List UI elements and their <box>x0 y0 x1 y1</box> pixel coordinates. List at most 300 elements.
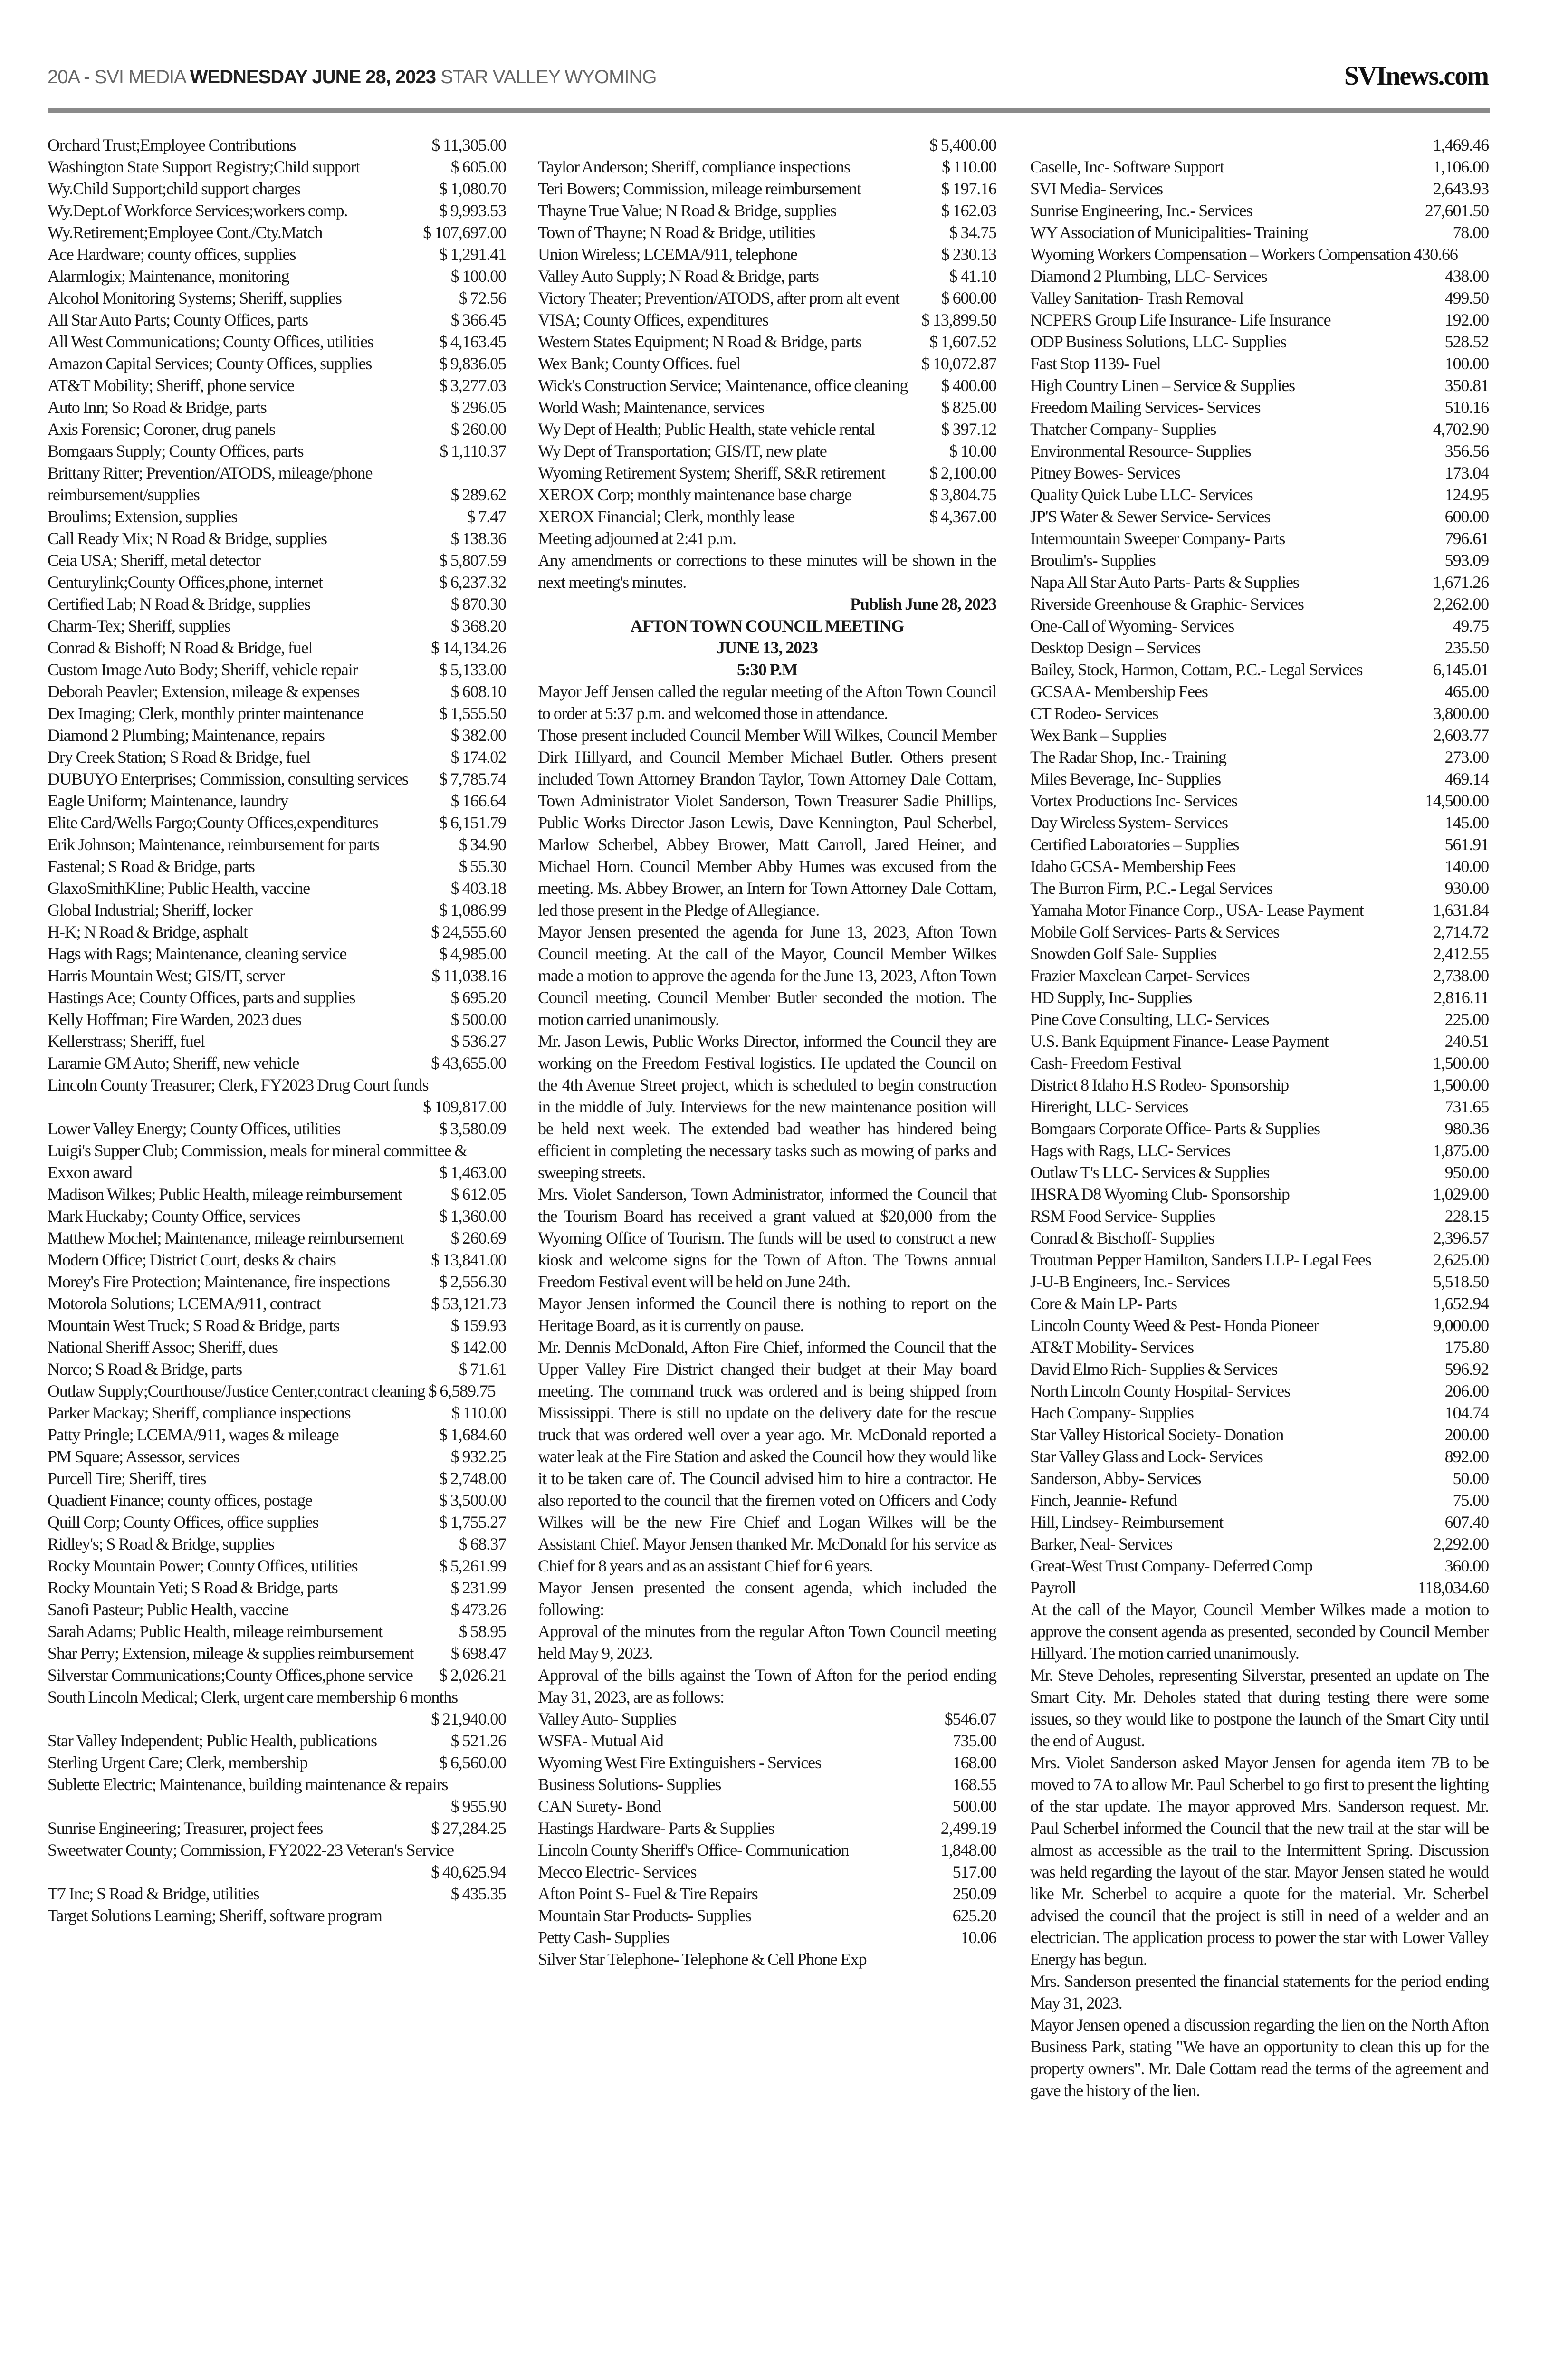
list-item <box>1030 484 1489 506</box>
paragraph: Mayor Jensen opened a discussion regarding the lien on the North Afton Business Park, stating "We have an opportunity to clean this up for the property owners". Mr. Dale Cottam read the terms of the agreement and gave the history of the lien. <box>1030 2015 1489 2100</box>
paragraph: Mayor Jensen presented the agenda for June 13, 2023, Afton Town Council meeting. At the call of the Mayor, Council Member Wilkes made a motion to approve the agenda for the June 13, 2023, Afton Town Council meeting. Council Member Butler seconded the motion. The motion carried unanimously. <box>538 922 996 1029</box>
entry-amount: $ 166.64 <box>450 791 506 810</box>
list-item <box>1030 1424 1489 1446</box>
meeting-heading: AFTON TOWN COUNCIL MEETING <box>630 616 904 635</box>
list-item <box>48 1074 506 1118</box>
list-item <box>48 200 506 221</box>
list-item <box>48 353 506 374</box>
entry-amount: $ 3,580.09 <box>439 1119 506 1138</box>
closing-text: Any amendments or corrections to these minutes will be shown in the next meeting's minutes. <box>538 551 996 592</box>
entry-amount: 596.92 <box>1444 1360 1489 1379</box>
list-item <box>1030 527 1489 549</box>
list-item <box>48 1642 506 1664</box>
entry-amount: $ 34.75 <box>949 223 996 242</box>
entry-name: Miles Beverage, Inc- Supplies <box>1030 769 1221 788</box>
paragraph: Mayor Jensen informed the Council there is nothing to report on the Heritage Board, as it is currently on pause. <box>538 1294 996 1335</box>
entry-name: Fast Stop 1139- Fuel <box>1030 354 1161 373</box>
entry-name: VISA; County Offices, expenditures <box>538 310 768 329</box>
entry-name: Star Valley Glass and Lock- Services <box>1030 1447 1263 1466</box>
entry-amount: 2,625.00 <box>1433 1250 1489 1269</box>
entry-name: Lower Valley Energy; County Offices, utilities <box>48 1119 341 1138</box>
paragraph: Mrs. Sanderson presented the financial statements for the period ending May 31, 2023. <box>1030 1972 1489 2012</box>
list-item <box>1030 1161 1489 1183</box>
entry-name: XEROX Corp; monthly maintenance base charge <box>538 485 851 504</box>
entry-amount: 2,643.93 <box>1433 179 1489 198</box>
entry-amount: $ 58.95 <box>459 1622 506 1641</box>
entry-name: Certified Laboratories – Supplies <box>1030 835 1239 854</box>
entry-amount: 2,816.11 <box>1434 988 1489 1007</box>
entry-amount: $ 366.45 <box>450 310 506 329</box>
list-item <box>1030 1314 1489 1336</box>
entry-name: Custom Image Auto Body; Sheriff, vehicle repair <box>48 660 358 679</box>
entry-amount: 273.00 <box>1444 747 1489 766</box>
entry-name: HD Supply, Inc- Supplies <box>1030 988 1192 1007</box>
entry-amount: $ 260.69 <box>450 1228 506 1247</box>
entry-name: Morey's Fire Protection; Maintenance, fire inspections <box>48 1272 390 1291</box>
list-item <box>1030 1489 1489 1511</box>
entry-amount: $ 397.12 <box>941 420 996 439</box>
paragraph: Mayor Jeff Jensen called the regular meeting of the Afton Town Council to order at 5:37 p.m. and welcomed those in attendance. <box>538 682 996 723</box>
entry-name: H-K; N Road & Bridge, asphalt <box>48 922 248 941</box>
entry-name: Sanderson, Abby- Services <box>1030 1469 1201 1488</box>
entry-name: Caselle, Inc- Software Support <box>1030 157 1224 176</box>
list-item <box>48 549 506 571</box>
list-item <box>538 200 996 221</box>
list-item <box>48 921 506 943</box>
list-item <box>538 287 996 309</box>
entry-amount: 600.00 <box>1444 507 1489 526</box>
entry-name: Day Wireless System- Services <box>1030 813 1228 832</box>
list-item <box>1030 1577 1489 1599</box>
entry-amount: 14,500.00 <box>1425 791 1489 810</box>
entry-amount: 250.09 <box>952 1884 996 1903</box>
entry-name: Wex Bank – Supplies <box>1030 726 1166 745</box>
entry-name: Idaho GCSA- Membership Fees <box>1030 857 1236 876</box>
entry-name: Diamond 2 Plumbing, LLC- Services <box>1030 267 1267 286</box>
entry-name: Bomgaars Corporate Office- Parts & Supplies <box>1030 1119 1320 1138</box>
entry-name: Quill Corp; County Offices, office supplies <box>48 1513 319 1532</box>
entry-amount: $ 110.00 <box>451 1403 506 1422</box>
entry-amount: $ 5,261.99 <box>439 1556 506 1575</box>
entry-amount: 1,652.94 <box>1433 1294 1489 1313</box>
meeting-heading: JUNE 13, 2023 <box>717 638 818 657</box>
entry-name: The Burron Firm, P.C.- Legal Services <box>1030 879 1273 898</box>
entry-name: Eagle Uniform; Maintenance, laundry <box>48 791 288 810</box>
entry-name: CAN Surety- Bond <box>538 1797 661 1816</box>
entry-amount: $ 3,500.00 <box>439 1491 506 1510</box>
entry-name: Hastings Ace; County Offices, parts and supplies <box>48 988 355 1007</box>
entry-amount: $ 500.00 <box>450 1010 506 1029</box>
list-item <box>1030 221 1489 243</box>
entry-name: Core & Main LP- Parts <box>1030 1294 1177 1313</box>
entry-name: Thatcher Company- Supplies <box>1030 420 1216 439</box>
entry-amount: 2,292.00 <box>1433 1534 1489 1553</box>
list-item <box>48 418 506 440</box>
list-item <box>1030 790 1489 812</box>
entry-amount: $ 6,237.32 <box>439 573 506 592</box>
entry-amount: $ 403.18 <box>450 879 506 898</box>
list-item <box>1030 1008 1489 1030</box>
entry-amount: $ 382.00 <box>450 726 506 745</box>
entry-amount: $ 162.03 <box>941 201 996 220</box>
entry-name: Laramie GM Auto; Sheriff, new vehicle <box>48 1054 299 1073</box>
entry-name: JP'S Water & Sewer Service- Services <box>1030 507 1271 526</box>
entry-amount: $ 7,785.74 <box>439 769 506 788</box>
entry-name: Silver Star Telephone- Telephone & Cell Phone Exp <box>538 1950 867 1969</box>
entry-name: David Elmo Rich- Supplies & Services <box>1030 1360 1278 1379</box>
list-item <box>538 396 996 418</box>
entry-name: Sunrise Engineering; Treasurer, project fees <box>48 1819 323 1838</box>
entry-amount: 3,800.00 <box>1433 704 1489 723</box>
list-item <box>538 440 996 462</box>
entry-name: Frazier Maxclean Carpet- Services <box>1030 966 1250 985</box>
entry-amount: 124.95 <box>1444 485 1489 504</box>
entry-name: Dex Imaging; Clerk, monthly printer maintenance <box>48 704 364 723</box>
entry-name: National Sheriff Assoc; Sheriff, dues <box>48 1338 278 1357</box>
entry-name: Sanofi Pasteur; Public Health, vaccine <box>48 1600 289 1619</box>
entry-amount: $ 231.99 <box>450 1578 506 1597</box>
entry-amount: 1,631.84 <box>1433 901 1489 920</box>
paragraph: Mr. Jason Lewis, Public Works Director, informed the Council they are working on the Freedom Festival logistics. He updated the Council on the 4th Avenue Street project, which is scheduled to begin construction in the middle of July. Interviews for the new maintenance position will be held next week. The extended bad weather has hindered being efficient in completing the necessary tasks such as mowing of parks and sweeping streets. <box>538 1032 996 1182</box>
entry-name: Matthew Mochel; Maintenance, mileage reimbursement <box>48 1228 404 1247</box>
list-item <box>1030 1511 1489 1533</box>
entry-name: Harris Mountain West; GIS/IT, server <box>48 966 285 985</box>
entry-name: Sterling Urgent Care; Clerk, membership <box>48 1753 308 1772</box>
entry-name: Axis Forensic; Coroner, drug panels <box>48 420 275 439</box>
paragraph: Those present included Council Member Will Wilkes, Council Member Dirk Hillyard, and Council Member Michael Butler. Others present included Town Attorney Brandon Taylor, Town Attorney Dale Cottam, Town Administrator Violet Sanderson, Town Treasurer Sadie Phillips, Public Works Director Jason Lewis, Dave Kennington, Paul Scherbel, Marlow Scherbel, Abbey Brower, Matt Carroll, Jared Heiner, and Michael Horn. Council Member Abby Humes was excused from the meeting. Ms. Abbey Brower, an Intern for Town Attorney Dale Cottam, led those present in the Pledge of Allegiance. <box>538 726 996 920</box>
entry-name: Kellerstrass; Sheriff, fuel <box>48 1032 205 1051</box>
entry-amount: 356.56 <box>1444 441 1489 460</box>
entry-amount: $ 109,817.00 <box>423 1097 506 1116</box>
list-item <box>538 1730 996 1752</box>
paragraph: Mrs. Violet Sanderson asked Mayor Jensen for agenda item 7B to be moved to 7A to allow Mr. Paul Scherbel to go first to present the lighting of the star update. The mayor approved Mrs. Sanderson request. Mr. Paul Scherbel informed the Council that the new trail at the star will be almost as accessible as the trail to the Intermittent Spring. Discussion was held regarding the layout of the star. Mayor Jensen stated he would like Mr. Scherbel to acquire a quote for the material. Mr. Scherbel advised the council that the project is still in need of a welder and an electrician. The application process to power the star with Lower Valley Energy has begun. <box>1030 1753 1489 1969</box>
entry-name: Hags with Rags; Maintenance, cleaning service <box>48 944 347 963</box>
entry-name: Sarah Adams; Public Health, mileage reimbursement <box>48 1622 382 1641</box>
list-item <box>48 1577 506 1599</box>
list-item <box>1030 812 1489 834</box>
entry-amount: 2,262.00 <box>1433 594 1489 613</box>
list-item <box>1030 1118 1489 1140</box>
entry-amount: $ 41.10 <box>949 267 996 286</box>
entry-amount: $ 142.00 <box>450 1338 506 1357</box>
entry-name: Riverside Greenhouse & Graphic- Services <box>1030 594 1304 613</box>
list-item <box>48 877 506 899</box>
entry-name: Motorola Solutions; LCEMA/911, contract <box>48 1294 321 1313</box>
list-item <box>538 418 996 440</box>
list-item <box>48 331 506 353</box>
site-logo: SVInews.com <box>1344 61 1488 91</box>
list-item <box>538 484 996 506</box>
entry-name: J-U-B Engineers, Inc.- Services <box>1030 1272 1230 1291</box>
entry-amount: $ 600.00 <box>941 288 996 307</box>
entry-amount: $ 1,360.00 <box>439 1207 506 1226</box>
entry-name: Rocky Mountain Yeti; S Road & Bridge, parts <box>48 1578 338 1597</box>
entry-name: The Radar Shop, Inc.- Training <box>1030 747 1226 766</box>
publish-date: Publish June 28, 2023 <box>850 594 996 613</box>
entry-amount: $ 159.93 <box>450 1316 506 1335</box>
entry-name: Hireright, LLC- Services <box>1030 1097 1188 1116</box>
entry-amount: $ 14,134.26 <box>431 638 506 657</box>
list-item <box>538 1708 996 1730</box>
entry-name: Patty Pringle; LCEMA/911, wages & mileage <box>48 1425 339 1444</box>
list-item <box>1030 1336 1489 1358</box>
entry-amount: $ 9,836.05 <box>439 354 506 373</box>
entry-amount: 173.04 <box>1444 463 1489 482</box>
paragraph: Approval of the bills against the Town of Afton for the period ending May 31, 2023, are as follows: <box>538 1666 996 1706</box>
list-item <box>48 1533 506 1555</box>
entry-amount: $ 825.00 <box>941 398 996 417</box>
entry-name: Hags with Rags, LLC- Services <box>1030 1141 1231 1160</box>
entry-name: Madison Wilkes; Public Health, mileage reimbursement <box>48 1185 402 1204</box>
entry-amount: $ 296.05 <box>450 398 506 417</box>
list-item <box>48 571 506 593</box>
entry-amount: $ 5,807.59 <box>439 551 506 570</box>
list-item <box>1030 834 1489 855</box>
list-item <box>538 353 996 374</box>
list-item <box>538 1795 996 1817</box>
entry-amount: 4,702.90 <box>1433 420 1489 439</box>
list-item <box>538 1948 996 1970</box>
entry-name: Pine Cove Consulting, LLC- Services <box>1030 1010 1269 1029</box>
list-item <box>48 1293 506 1314</box>
entry-name: Purcell Tire; Sheriff, tires <box>48 1469 206 1488</box>
entry-amount: 607.40 <box>1444 1513 1489 1532</box>
list-item <box>48 965 506 987</box>
entry-name: Norco; S Road & Bridge, parts <box>48 1360 242 1379</box>
list-item <box>48 1052 506 1074</box>
entry-name: U.S. Bank Equipment Finance- Lease Payment <box>1030 1032 1329 1051</box>
entry-amount: 235.50 <box>1444 638 1489 657</box>
list-item <box>48 943 506 965</box>
entry-amount: $ 21,940.00 <box>431 1709 506 1728</box>
list-item <box>538 331 996 353</box>
entry-amount: 517.00 <box>952 1862 996 1881</box>
list-item <box>48 702 506 724</box>
list-item <box>1030 265 1489 287</box>
entry-name: Hastings Hardware- Parts & Supplies <box>538 1819 774 1838</box>
list-item <box>48 1446 506 1467</box>
entry-name: Call Ready Mix; N Road & Bridge, supplies <box>48 529 327 548</box>
list-item <box>48 265 506 287</box>
list-item <box>48 834 506 855</box>
list-item <box>1030 1533 1489 1555</box>
entry-amount: $ 10.00 <box>949 441 996 460</box>
entry-amount: 2,499.19 <box>940 1819 996 1838</box>
list-item <box>1030 243 1489 265</box>
paragraph: At the call of the Mayor, Council Member Wilkes made a motion to approve the consent agenda as presented, seconded by Council Member Hillyard. The motion carried unanimously. <box>1030 1600 1489 1663</box>
list-item <box>48 1511 506 1533</box>
entry-name: Barker, Neal- Services <box>1030 1534 1173 1553</box>
entry-name: Valley Sanitation- Trash Removal <box>1030 288 1243 307</box>
entry-name: Valley Auto Supply; N Road & Bridge, parts <box>538 267 819 286</box>
list-item <box>48 178 506 200</box>
list-item <box>1030 702 1489 724</box>
entry-name: Sunrise Engineering, Inc.- Services <box>1030 201 1252 220</box>
entry-amount: 892.00 <box>1444 1447 1489 1466</box>
list-item <box>48 812 506 834</box>
list-item <box>538 374 996 396</box>
entry-amount: $ 11,038.16 <box>431 966 506 985</box>
entry-name: Wy Dept of Transportation; GIS/IT, new plate <box>538 441 827 460</box>
list-item <box>48 1686 506 1730</box>
entry-amount: $ 10,072.87 <box>921 354 996 373</box>
entry-amount: $ 71.61 <box>459 1360 506 1379</box>
list-item <box>1030 877 1489 899</box>
list-item <box>48 1402 506 1424</box>
list-item <box>1030 615 1489 637</box>
list-item <box>538 178 996 200</box>
entry-amount: $ 932.25 <box>450 1447 506 1466</box>
entry-amount: 561.91 <box>1444 835 1489 854</box>
entry-name: Troutman Pepper Hamilton, Sanders LLP- Legal Fees <box>1030 1250 1371 1269</box>
entry-amount: 2,412.55 <box>1433 944 1489 963</box>
list-item <box>48 1249 506 1271</box>
entry-name: Sweetwater County; Commission, FY2022-23 Veteran's Service <box>48 1840 454 1859</box>
list-item <box>48 855 506 877</box>
entry-name: Wyoming Retirement System; Sheriff, S&R retirement <box>538 463 886 482</box>
list-item <box>48 462 506 506</box>
entry-name: Conrad & Bischoff- Supplies <box>1030 1228 1214 1247</box>
list-item <box>48 899 506 921</box>
entry-name: Bailey, Stock, Harmon, Cottam, P.C.- Legal Services <box>1030 660 1363 679</box>
entry-name: Desktop Design – Services <box>1030 638 1201 657</box>
entry-name: Wy.Retirement;Employee Cont./Cty.Match <box>48 223 323 242</box>
entry-name: Wy.Dept.of Workforce Services;workers comp. <box>48 201 348 220</box>
entry-amount: $ 11,305.00 <box>431 135 506 154</box>
list-item <box>1030 921 1489 943</box>
entry-name: Vortex Productions Inc- Services <box>1030 791 1238 810</box>
entry-amount: $ 605.00 <box>450 157 506 176</box>
list-item <box>1030 374 1489 396</box>
entry-name: IHSRA D8 Wyoming Club- Sponsorship <box>1030 1185 1290 1204</box>
entry-amount: 49.75 <box>1453 616 1489 635</box>
list-item <box>1030 1205 1489 1227</box>
entry-amount: 465.00 <box>1444 682 1489 701</box>
entry-amount: 1,671.26 <box>1433 573 1489 592</box>
list-item <box>1030 899 1489 921</box>
column-2 <box>538 134 996 1970</box>
entry-name: Star Valley Independent; Public Health, publications <box>48 1731 377 1750</box>
entry-amount: 168.00 <box>952 1753 996 1772</box>
entry-amount: $ 107,697.00 <box>423 223 506 242</box>
list-item <box>48 637 506 659</box>
entry-amount: 225.00 <box>1444 1010 1489 1029</box>
list-item <box>48 746 506 768</box>
entry-name: Target Solutions Learning; Sheriff, software program <box>48 1906 382 1925</box>
list-item <box>48 1271 506 1293</box>
list-item <box>1030 156 1489 178</box>
entry-name: World Wash; Maintenance, services <box>538 398 765 417</box>
list-item <box>1030 593 1489 615</box>
entry-amount: $ 68.37 <box>459 1534 506 1553</box>
section-label: 20A - SVI MEDIA <box>48 67 185 87</box>
entry-name: Silverstar Communications;County Offices,phone service <box>48 1666 413 1685</box>
entry-name: Sublette Electric; Maintenance, building maintenance & repairs <box>48 1775 448 1794</box>
entry-amount: $ 1,607.52 <box>929 332 996 351</box>
list-item <box>1030 1227 1489 1249</box>
entry-name: WY Association of Municipalities- Training <box>1030 223 1308 242</box>
entry-amount: $ 955.90 <box>450 1797 506 1816</box>
entry-name: Business Solutions- Supplies <box>538 1775 721 1794</box>
entry-name: Yamaha Motor Finance Corp., USA- Lease Payment <box>1030 901 1364 920</box>
list-item <box>48 1467 506 1489</box>
entry-amount: $ 2,100.00 <box>929 463 996 482</box>
entry-name: South Lincoln Medical; Clerk, urgent care membership 6 months <box>48 1687 458 1706</box>
list-item <box>48 1118 506 1140</box>
list-item <box>48 1314 506 1336</box>
entry-amount: 228.15 <box>1444 1207 1489 1226</box>
entry-amount: 118,034.60 <box>1417 1578 1489 1597</box>
list-item <box>1030 178 1489 200</box>
list-item <box>1030 287 1489 309</box>
entry-amount: 1,500.00 <box>1433 1075 1489 1094</box>
entry-amount: $ 9,993.53 <box>439 201 506 220</box>
entry-name: Elite Card/Wells Fargo;County Offices,expenditures <box>48 813 378 832</box>
entry-amount: 930.00 <box>1444 879 1489 898</box>
entry-amount: $ 1,555.50 <box>439 704 506 723</box>
list-item <box>1030 659 1489 680</box>
list-item <box>538 243 996 265</box>
entry-amount: $ 1,463.00 <box>439 1163 506 1182</box>
entry-amount: $ 13,841.00 <box>431 1250 506 1269</box>
entry-amount: 731.65 <box>1444 1097 1489 1116</box>
entry-amount: 206.00 <box>1444 1381 1489 1400</box>
entry-amount: 1,875.00 <box>1433 1141 1489 1160</box>
entry-amount: 2,714.72 <box>1433 922 1489 941</box>
carried-amount: $ 5,400.00 <box>929 135 996 154</box>
entry-name: Modern Office; District Court, desks & chairs <box>48 1250 336 1269</box>
entry-name: RSM Food Service- Supplies <box>1030 1207 1215 1226</box>
entry-name: SVI Media- Services <box>1030 179 1163 198</box>
entry-amount: 100.00 <box>1444 354 1489 373</box>
entry-name: ODP Business Solutions, LLC- Supplies <box>1030 332 1287 351</box>
entry-amount: 50.00 <box>1453 1469 1489 1488</box>
list-item <box>1030 724 1489 746</box>
entry-amount: 10.06 <box>960 1928 996 1947</box>
entry-amount: 1,500.00 <box>1433 1054 1489 1073</box>
entry-name: Town of Thayne; N Road & Bridge, utilities <box>538 223 815 242</box>
entry-amount: $ 6,560.00 <box>439 1753 506 1772</box>
entry-name: WSFA- Mutual Aid <box>538 1731 663 1750</box>
entry-name: Broulim's- Supplies <box>1030 551 1156 570</box>
entry-amount: $ 612.05 <box>450 1185 506 1204</box>
entry-name: Mountain West Truck; S Road & Bridge, parts <box>48 1316 340 1335</box>
entry-name: DUBUYO Enterprises; Commission, consulting services <box>48 769 408 788</box>
entry-name: Mobile Golf Services- Parts & Services <box>1030 922 1280 941</box>
entry-name: Luigi's Supper Club; Commission, meals for mineral committee & Exxon award <box>48 1141 468 1182</box>
entry-name: Global Industrial; Sheriff, locker <box>48 901 252 920</box>
entry-amount: $ 55.30 <box>459 857 506 876</box>
entry-name: Washington State Support Registry;Child support <box>48 157 360 176</box>
list-item <box>1030 200 1489 221</box>
entry-amount: $ 3,277.03 <box>439 376 506 395</box>
list-item <box>1030 965 1489 987</box>
list-item <box>48 768 506 790</box>
entry-amount: $ 230.13 <box>941 245 996 264</box>
column-1 <box>48 134 506 1926</box>
entry-name: AT&T Mobility; Sheriff, phone service <box>48 376 294 395</box>
list-item <box>1030 1467 1489 1489</box>
entry-name: Fastenal; S Road & Bridge, parts <box>48 857 255 876</box>
entry-amount: 593.09 <box>1444 551 1489 570</box>
list-item <box>538 309 996 331</box>
entry-name: Wex Bank; County Offices. fuel <box>538 354 741 373</box>
list-item <box>538 1905 996 1926</box>
entry-name: AT&T Mobility- Services <box>1030 1338 1194 1357</box>
entry-amount: $ 289.62 <box>450 485 506 504</box>
entry-amount: $ 2,556.30 <box>439 1272 506 1291</box>
entry-name: Wy Dept of Health; Public Health, state vehicle rental <box>538 420 875 439</box>
